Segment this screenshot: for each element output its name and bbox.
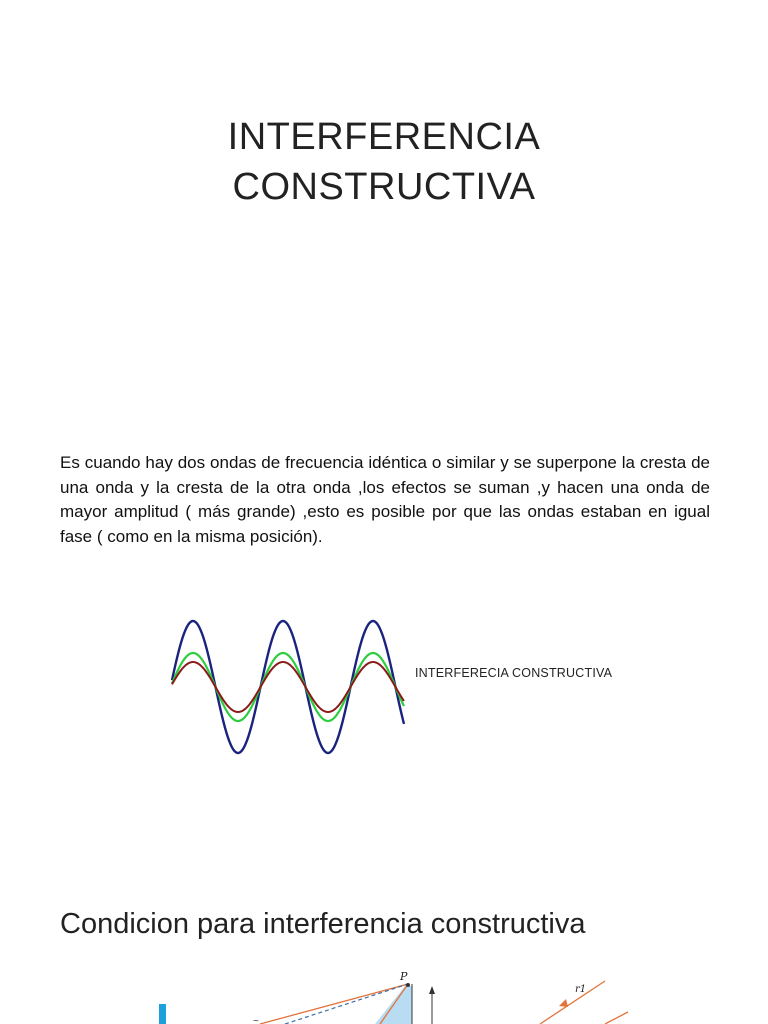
barrier-slit: [159, 1004, 166, 1024]
resultant-wave: [172, 621, 404, 753]
ray-arrow: [559, 999, 568, 1007]
figure-label: INTERFERECIA CONSTRUCTIVA: [415, 666, 613, 680]
constructive-interference-waves: [168, 612, 408, 787]
double-slit-diagram: [150, 966, 670, 1024]
angle-mark: ~: [253, 1016, 259, 1024]
point-p-marker: [406, 983, 410, 987]
arrow-head: [429, 986, 435, 994]
point-p-label: P: [400, 970, 408, 983]
definition-paragraph: Es cuando hay dos ondas de frecuencia idéntica o similar y se superpone la cresta de una onda y la cresta de la otra onda ,los efectos se suman ,y hacen una onda de mayor amplitud ( más grande) ,esto es posible por que las ondas estaban en igual fase ( como en la misma posición).: [60, 453, 710, 546]
slide-title-2: Condicion para interferencia constructiva: [60, 908, 586, 940]
ray-r1-label: r1: [575, 984, 587, 995]
slide-title: [0, 112, 768, 212]
ray-right-1: [540, 981, 605, 1024]
title-line-1: INTERFERENCIA: [227, 116, 541, 158]
ray-right-2: [605, 1012, 628, 1024]
title-line-2: CONSTRUCTIVA: [232, 166, 536, 208]
